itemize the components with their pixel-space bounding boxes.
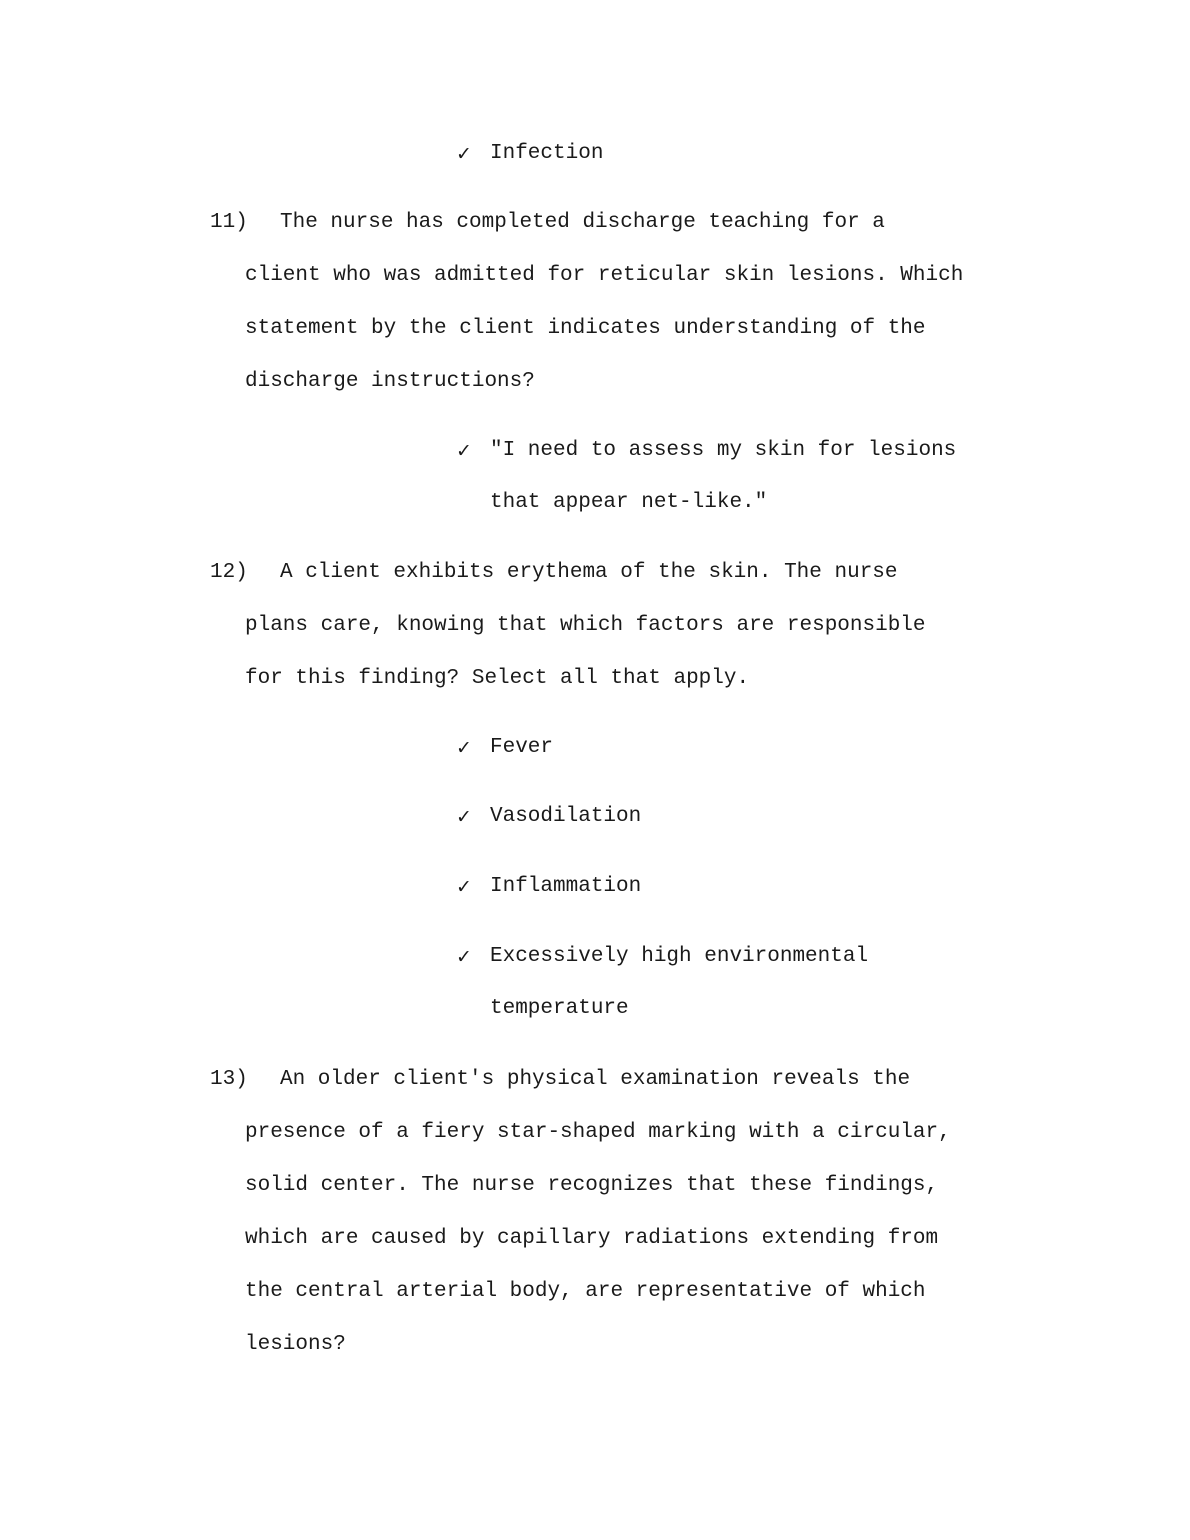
answer-text: Inflammation	[490, 875, 642, 898]
question-number: 11)	[210, 211, 248, 234]
checkmark-icon: ✓	[456, 737, 472, 759]
answer-line: that appear net-like."	[490, 491, 768, 514]
question-line: plans care, knowing that which factors are responsible	[245, 614, 926, 637]
answer-inflammation	[456, 861, 1056, 913]
question-12	[210, 546, 1070, 705]
answer-vasodilation	[456, 791, 1056, 843]
answer-text: Infection	[490, 142, 604, 165]
answer-line: "I need to assess my skin for lesions	[490, 439, 957, 462]
answer-line: temperature	[490, 997, 629, 1020]
question-line: The nurse has completed discharge teaching for a	[280, 211, 885, 234]
question-line: lesions?	[245, 1333, 346, 1356]
question-number: 13)	[210, 1068, 248, 1091]
question-line: discharge instructions?	[245, 370, 535, 393]
answer-text: Fever	[490, 736, 554, 759]
question-line: solid center. The nurse recognizes that these findings,	[245, 1174, 939, 1197]
question-line: statement by the client indicates understanding of the	[245, 317, 926, 340]
question-line: An older client's physical examination reveals the	[280, 1068, 911, 1091]
answer-fever	[456, 722, 1056, 774]
answer-infection	[456, 128, 1056, 180]
checkmark-icon: ✓	[456, 946, 472, 968]
question-line: which are caused by capillary radiations extending from	[245, 1227, 939, 1250]
question-line: for this finding? Select all that apply.	[245, 667, 750, 690]
question-line: presence of a fiery star-shaped marking with a circular,	[245, 1121, 951, 1144]
checkmark-icon: ✓	[456, 143, 472, 165]
question-11	[210, 196, 1070, 408]
answer-net-like-lesions	[456, 425, 1056, 529]
checkmark-icon: ✓	[456, 440, 472, 462]
question-line: client who was admitted for reticular skin lesions. Which	[245, 264, 964, 287]
answer-excessive-temperature	[456, 931, 1056, 1035]
question-13	[210, 1053, 1070, 1371]
answer-text: Vasodilation	[490, 805, 642, 828]
checkmark-icon: ✓	[456, 876, 472, 898]
answer-line: Excessively high environmental	[490, 945, 869, 968]
question-line: the central arterial body, are representative of which	[245, 1280, 926, 1303]
checkmark-icon: ✓	[456, 806, 472, 828]
question-number: 12)	[210, 561, 248, 584]
question-line: A client exhibits erythema of the skin. The nurse	[280, 561, 898, 584]
